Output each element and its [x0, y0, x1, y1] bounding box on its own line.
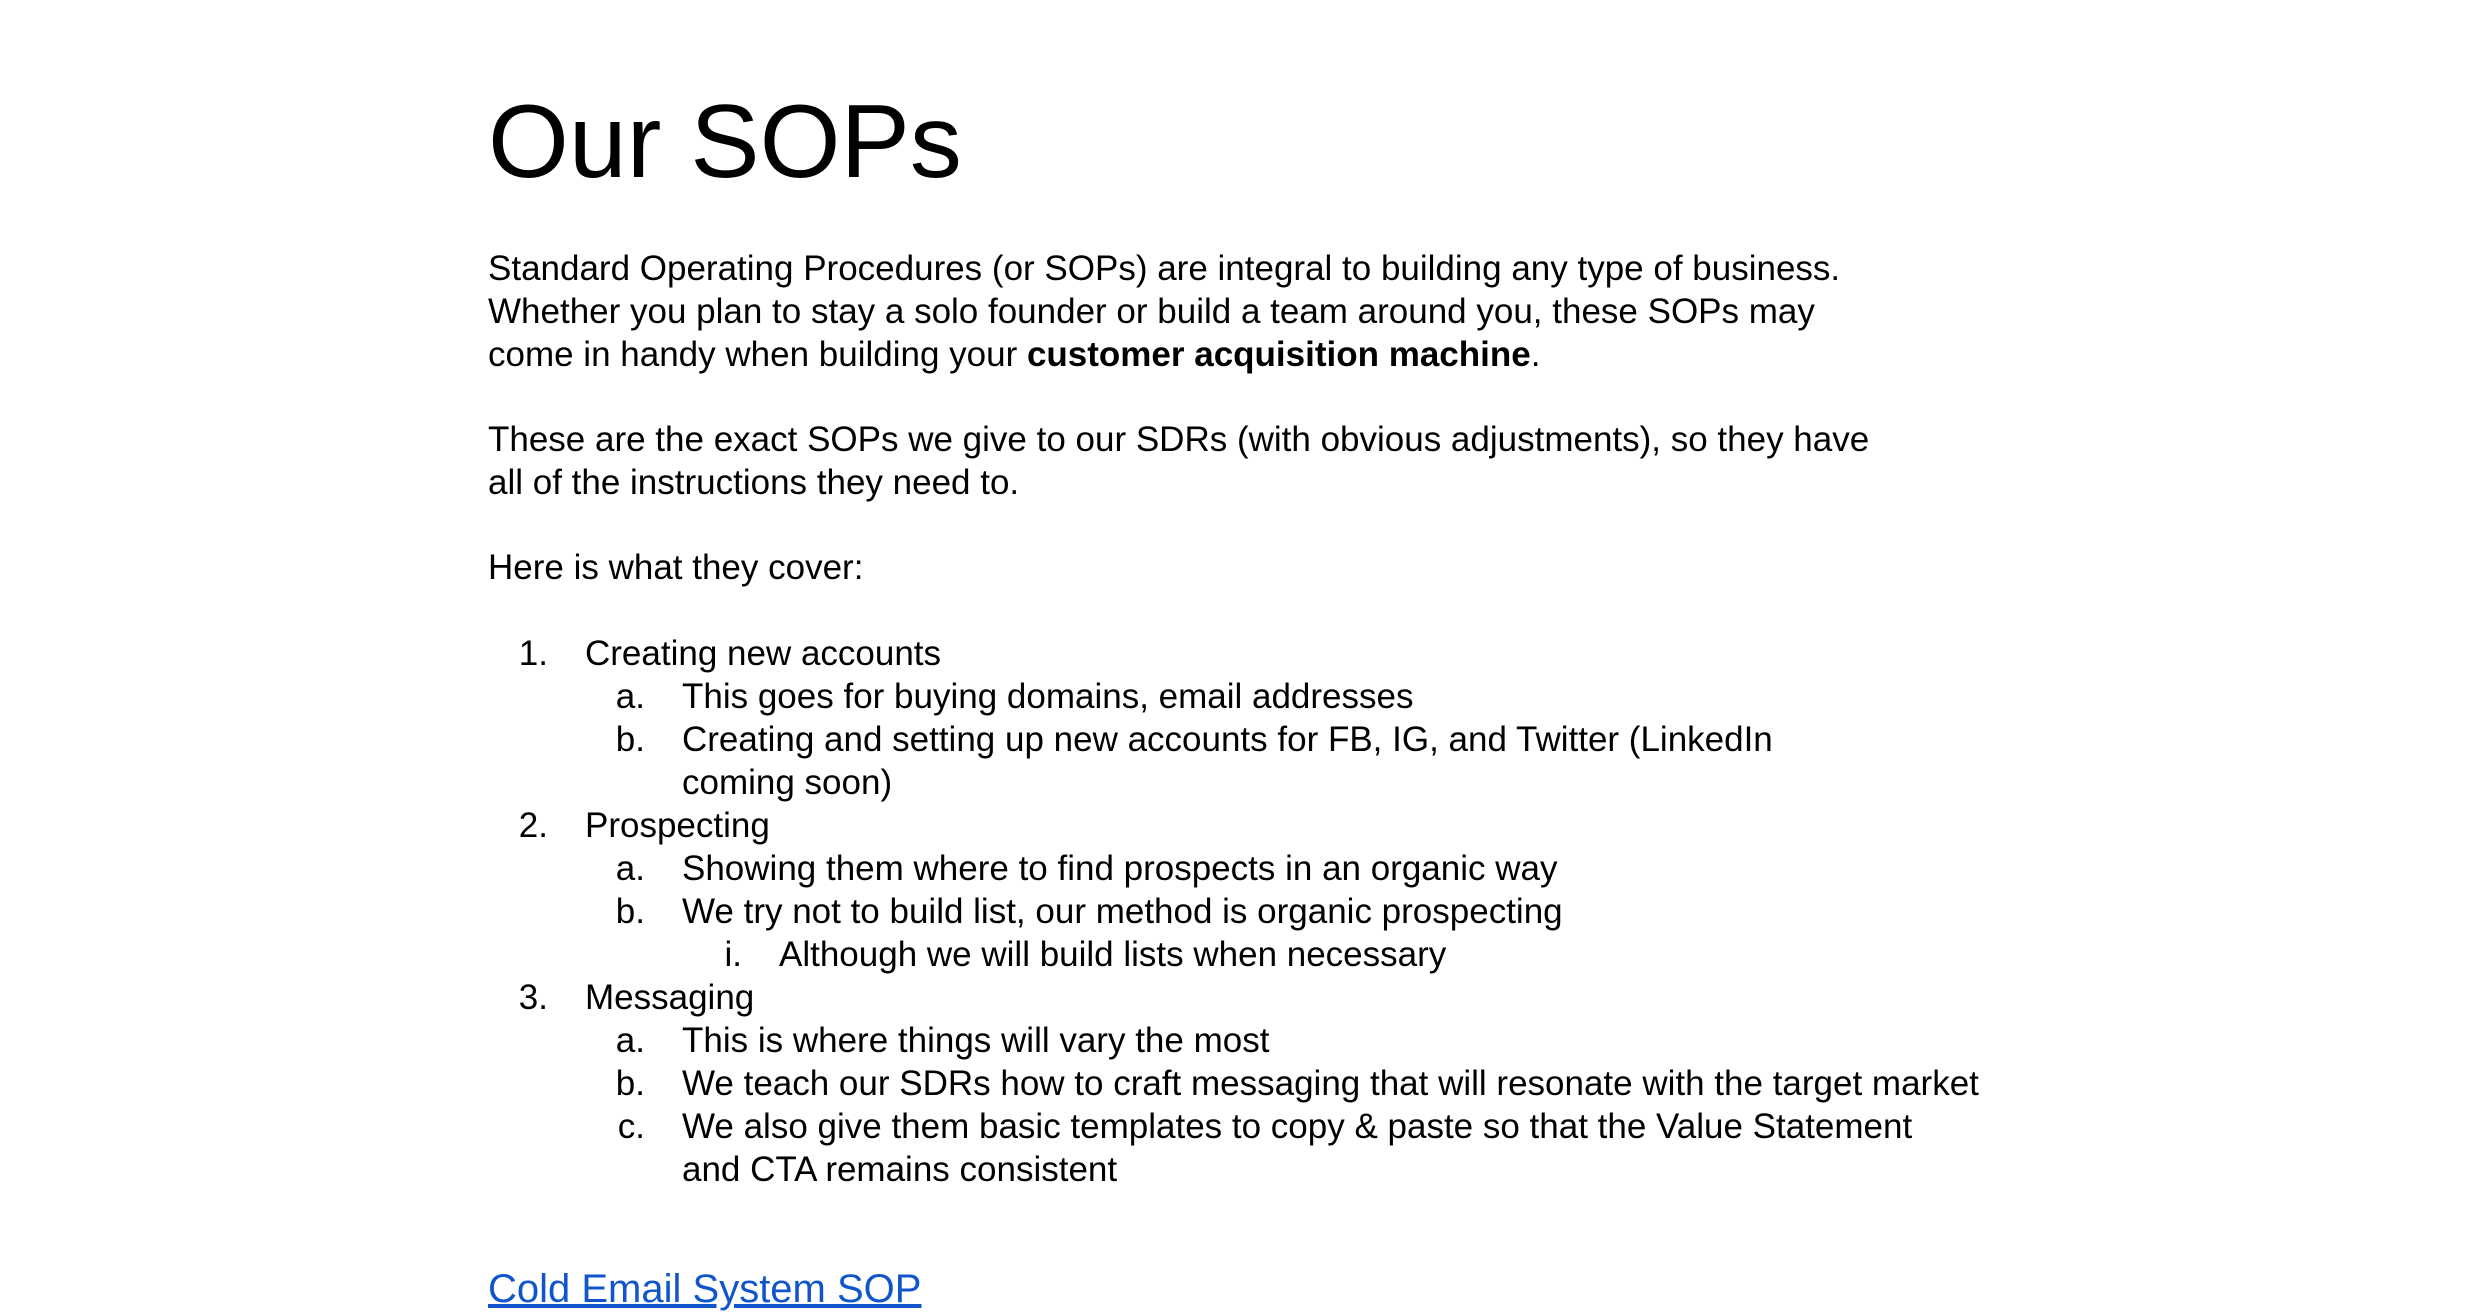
sdr-paragraph: These are the exact SOPs we give to our SDRs (with obvious adjustments), so they have all of the instructions they need to. [488, 420, 1870, 502]
sub-item-domains [488, 675, 1908, 718]
list-marker: 3. [518, 978, 548, 1017]
intro-bold-text: customer acquisition machine [1026, 335, 1531, 374]
list-item-label: This is where things will vary the most [682, 1021, 1270, 1060]
list-item-label: This goes for buying domains, email addresses [682, 677, 1414, 716]
list-item-label: Prospecting [585, 806, 770, 845]
list-item-label: Creating and setting up new accounts for FB, IG, and Twitter (LinkedIn coming soon) [682, 720, 1773, 802]
list-item-label: Although we will build lists when necessary [779, 935, 1447, 974]
list-marker: a. [615, 849, 645, 888]
cover-paragraph: Here is what they cover: [488, 548, 864, 587]
intro-text-end: . [1530, 335, 1541, 374]
sub-item-find-prospects [488, 847, 1908, 890]
sub-sub-item-build-lists [488, 933, 1908, 976]
list-marker: b. [615, 1064, 645, 1103]
sub-item-vary [488, 1019, 1908, 1062]
list-item-label: Messaging [585, 978, 755, 1017]
sop-list [488, 632, 1979, 1191]
sub-item-templates [488, 1105, 1913, 1191]
intro-paragraph [488, 247, 1908, 376]
list-marker: a. [615, 1021, 645, 1060]
list-marker: 1. [518, 634, 548, 673]
list-marker: c. [617, 1107, 645, 1146]
list-marker: i. [724, 935, 742, 974]
list-item-messaging [488, 976, 1908, 1019]
sub-item-organic-prospecting [488, 890, 1908, 933]
list-marker: b. [615, 892, 645, 931]
cold-email-sop-link[interactable]: Cold Email System SOP [488, 1267, 922, 1311]
list-marker: 2. [518, 806, 548, 845]
list-item-label: Creating new accounts [585, 634, 942, 673]
sub-item-craft-messaging [488, 1062, 1979, 1105]
list-marker: b. [615, 720, 645, 759]
list-item-label: Showing them where to find prospects in an organic way [682, 849, 1558, 888]
list-item-creating-accounts [488, 632, 1908, 675]
list-item-label: We teach our SDRs how to craft messaging that will resonate with the target market [682, 1064, 1979, 1103]
list-marker: a. [615, 677, 645, 716]
intro-text: Standard Operating Procedures (or SOPs) are integral to building any type of business. Whether you plan to stay a solo founder or build a team around you, these SOPs may come in handy when building your [488, 249, 1841, 374]
list-item-prospecting [488, 804, 1908, 847]
list-item-label: We try not to build list, our method is organic prospecting [682, 892, 1563, 931]
page-title: Our SOPs [488, 84, 962, 200]
list-item-label: We also give them basic templates to copy & paste so that the Value Statement and CTA remains consistent [682, 1107, 1913, 1189]
sub-item-social-accounts [488, 718, 1908, 804]
